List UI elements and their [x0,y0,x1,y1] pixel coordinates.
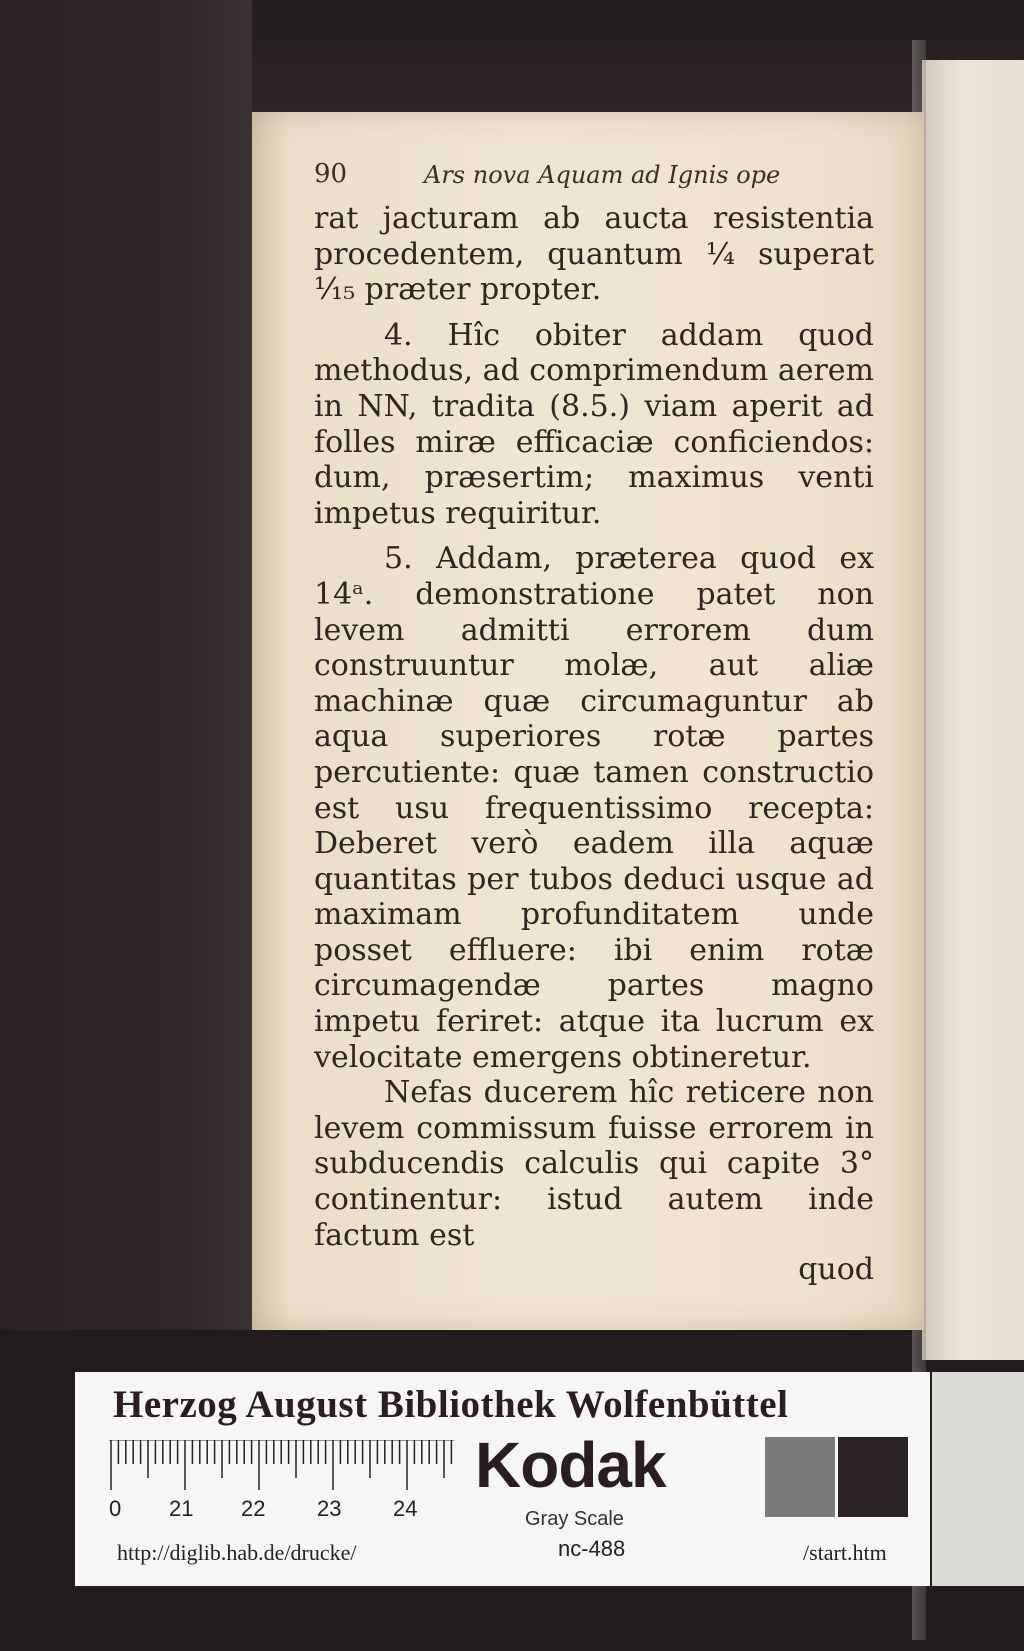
gray-swatch-dark [838,1437,908,1517]
kodak-logo: Kodak [475,1429,666,1501]
shelfmark: nc-488 [558,1536,626,1561]
library-title: Herzog August Bibliothek Wolfenbüttel [113,1383,789,1426]
book-page [252,112,924,1330]
gray-scale-label: Gray Scale [525,1508,624,1530]
paragraph-4: 4. Hîc obiter addam quod methodus, ad comprimendum aerem in NN, tradita (8.5.) viam aperit ad folles miræ efficaciæ conficiendos: dum, præsertim; maximus venti impetus requiritur. [314,317,874,531]
ruler-label: 24 [393,1496,418,1521]
scan-card-offcut [932,1372,1024,1586]
paragraph-nefas: Nefas ducerem hîc reticere non levem commissum fuisse errorem in subducendis calculis qui capite 3° continentur: istud autem inde factum est [314,1075,874,1253]
next-page-edge [922,60,1024,1360]
scan-target-card [75,1372,930,1586]
ruler-scale [109,1440,454,1492]
paragraph-5: 5. Addam, præterea quod ex 14ᵃ. demonstratione patet non levem admitti errorem dum construuntur molæ, aut aliæ machinæ quæ circumaguntur ab aqua superiores rotæ partes percutiente: quæ tamen constructio est usu frequentissimo recepta: Deberet verò eadem illa aquæ quantitas per tubos deduci usque ad maximam profunditatem unde posset effluere: ibi enim rotæ circumagendæ partes magno impetu feriret: atque ita lucrum ex velocitate emergens obtineretur. [314,541,874,1075]
page-number: 90 [314,159,348,189]
gray-swatch-mid [765,1437,835,1517]
background-left [0,0,252,1380]
ruler-label: 0 [109,1496,122,1521]
ruler-labels [109,1496,469,1524]
url-suffix: /start.htm [803,1540,887,1565]
ruler-label: 21 [169,1496,194,1521]
ruler-label: 22 [241,1496,266,1521]
paragraph-continuation: rat jacturam ab aucta resistentia procedentem, quantum ¼ superat ¹⁄₁₅ præter propter. [314,201,874,308]
catchword: quod [798,1252,874,1288]
ruler-label: 23 [317,1496,342,1521]
page-header [314,157,874,201]
source-url: http://diglib.hab.de/drucke/ [117,1540,357,1565]
page-text-block [314,157,874,1287]
running-head: Ars nova Aquam ad Ignis ope [424,161,781,189]
